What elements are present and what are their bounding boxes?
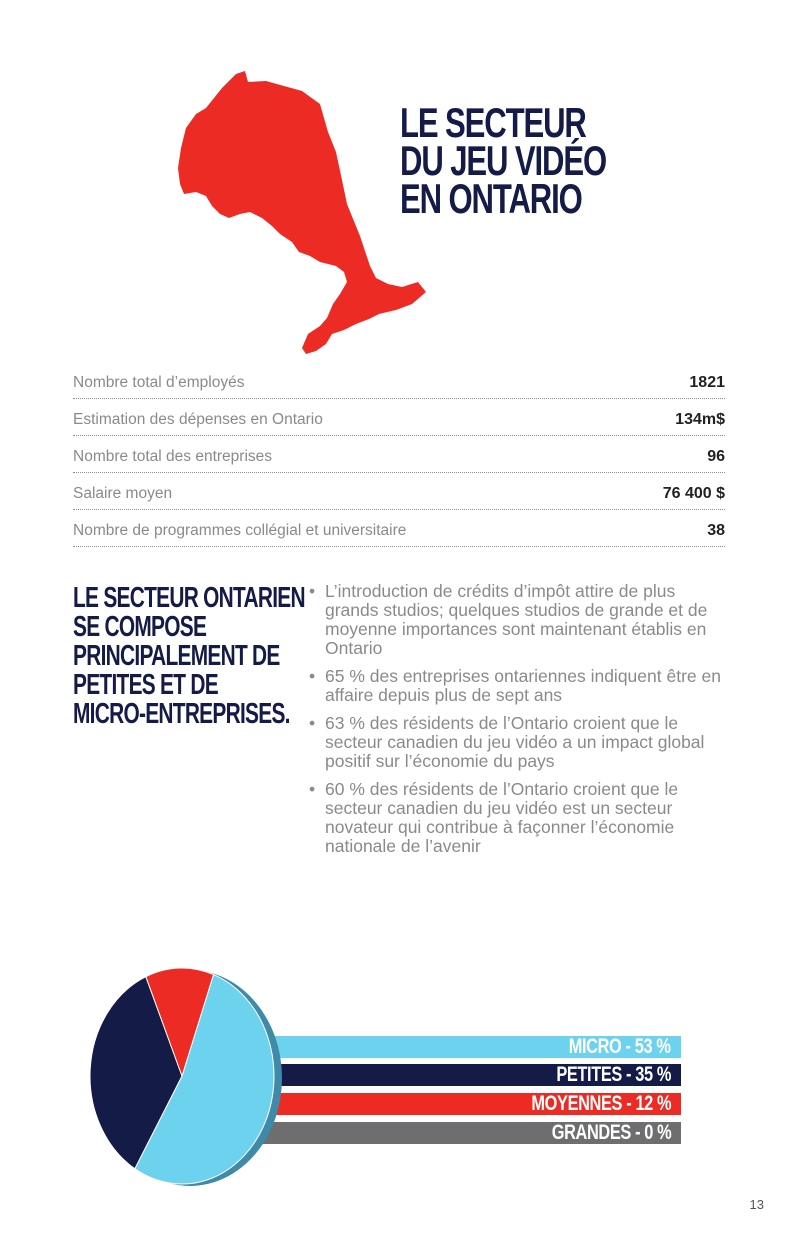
- composition-line-5: MICRO-ENTREPRISES.: [73, 698, 290, 730]
- chart-bar-micro: [222, 1036, 681, 1058]
- bullet-list: [309, 582, 729, 865]
- list-item: [309, 714, 729, 771]
- stat-label: Estimation des dépenses en Ontario: [73, 411, 323, 428]
- bullet-text: L’introduction de crédits d’impôt attire de plus grands studios; quelques studios de grande et de moyenne importances sont maintenant établis en Ontario: [325, 581, 708, 658]
- chart-label: MOYENNES - 12 %: [531, 1092, 671, 1115]
- stat-row: [73, 473, 725, 510]
- ontario-map-shape: [178, 71, 426, 354]
- page-title: [400, 99, 607, 222]
- stat-value: 38: [707, 522, 725, 539]
- bullet-icon: •: [309, 581, 316, 601]
- bullet-icon: •: [309, 666, 316, 686]
- chart-label: GRANDES - 0 %: [551, 1121, 671, 1144]
- bullet-icon: •: [309, 779, 316, 799]
- chart-bar-petites: [222, 1064, 681, 1086]
- title-line-2: DU JEU VIDÉO: [400, 137, 607, 184]
- title-line-1: LE SECTEUR: [400, 99, 586, 146]
- bullet-text: 63 % des résidents de l’Ontario croient que le secteur canadien du jeu vidéo a un impact global positif sur l’économie du pays: [325, 713, 705, 771]
- stat-row: [73, 362, 725, 399]
- stat-label: Nombre total des entreprises: [73, 448, 273, 465]
- chart-label: MICRO - 53 %: [569, 1035, 671, 1058]
- stat-label: Salaire moyen: [73, 485, 173, 502]
- list-item: [309, 667, 729, 705]
- stat-label: Nombre de programmes collégial et universitaire: [73, 522, 407, 539]
- list-item: [309, 780, 729, 856]
- title-line-3: EN ONTARIO: [400, 175, 582, 222]
- stat-value: 134m$: [675, 411, 725, 428]
- chart-label: PETITES - 35 %: [556, 1063, 671, 1086]
- pie-chart: [82, 962, 282, 1190]
- stat-row: [73, 399, 725, 436]
- stat-row: [73, 436, 725, 473]
- composition-line-2: SE COMPOSE: [73, 611, 207, 643]
- stat-value: 1821: [689, 374, 725, 391]
- bullet-text: 65 % des entreprises ontariennes indiquent être en affaire depuis plus de sept ans: [325, 666, 721, 705]
- stat-value: 96: [707, 448, 725, 465]
- composition-line-1: LE SECTEUR ONTARIEN: [73, 582, 305, 614]
- stats-table: [73, 362, 725, 547]
- chart-bar-moyennes: [222, 1093, 681, 1115]
- bullet-text: 60 % des résidents de l’Ontario croient que le secteur canadien du jeu vidéo est un secteur novateur qui contribue à façonner l’économie nationale de l’avenir: [325, 779, 679, 856]
- list-item: [309, 582, 729, 658]
- stat-row: [73, 510, 725, 547]
- composition-line-3: PRINCIPALEMENT DE: [73, 640, 280, 672]
- stat-label: Nombre total d’employés: [73, 374, 245, 391]
- bullet-icon: •: [309, 713, 316, 733]
- chart-bar-grandes: [222, 1122, 681, 1144]
- stat-value: 76 400 $: [662, 485, 725, 502]
- page-number: 13: [749, 1197, 764, 1212]
- composition-heading: [73, 582, 305, 730]
- composition-line-4: PETITES ET DE: [73, 669, 218, 701]
